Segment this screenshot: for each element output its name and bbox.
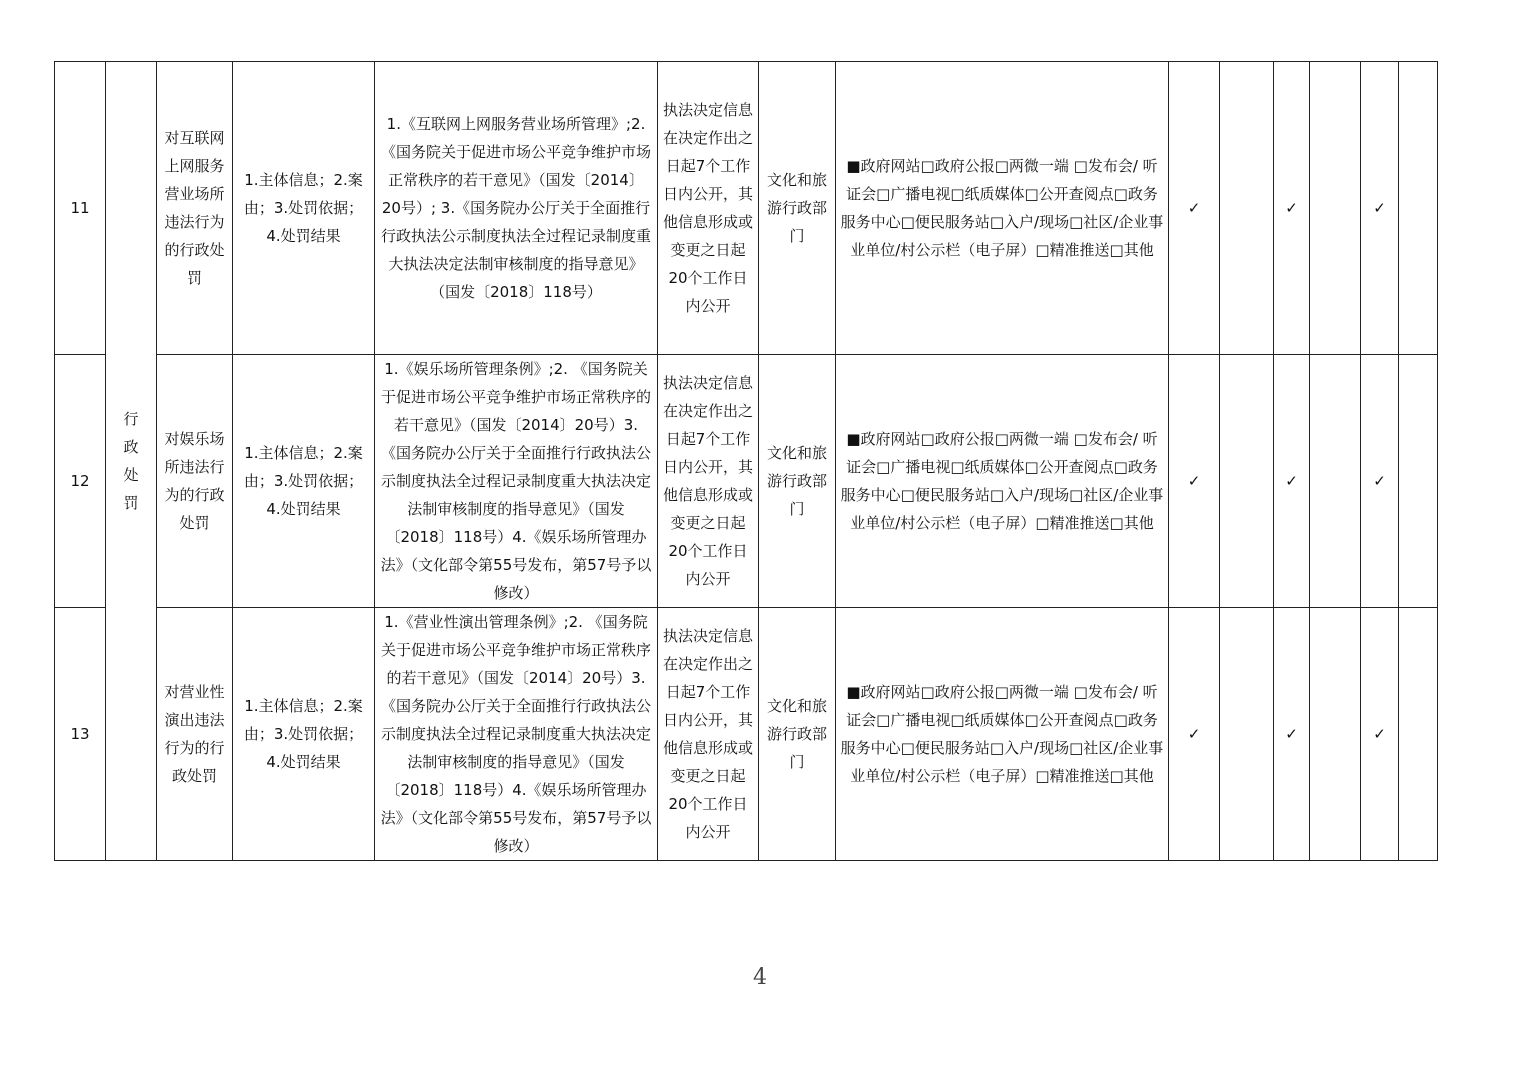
row-number: 12 (55, 355, 106, 608)
disclosure-deadline: 执法决定信息在决定作出之日起7个工作日内公开，其他信息形成或变更之日起20个工作日内公开 (658, 608, 759, 861)
empty-cell (1310, 608, 1361, 861)
responsible-department: 文化和旅游行政部门 (759, 608, 836, 861)
disclosure-content: 1.主体信息；2.案由；3.处罚依据；4.处罚结果 (233, 62, 375, 355)
empty-cell (1399, 355, 1438, 608)
empty-cell (1310, 62, 1361, 355)
disclosure-deadline: 执法决定信息在决定作出之日起7个工作日内公开，其他信息形成或变更之日起20个工作日内公开 (658, 62, 759, 355)
disclosure-channels: ■政府网站□政府公报□两微一端 □发布会/ 听证会□广播电视□纸质媒体□公开查阅点□政务服务中心□便民服务站□入户/现场□社区/企业事业单位/村公示栏（电子屏）□精准推送□其他 (836, 608, 1169, 861)
disclosure-table (54, 61, 1438, 861)
check-mark: ✓ (1361, 608, 1399, 861)
responsible-department: 文化和旅游行政部门 (759, 62, 836, 355)
check-mark: ✓ (1169, 62, 1220, 355)
row-number: 13 (55, 608, 106, 861)
table-row (55, 355, 1438, 608)
responsible-department: 文化和旅游行政部门 (759, 355, 836, 608)
check-mark: ✓ (1274, 62, 1310, 355)
check-mark: ✓ (1361, 62, 1399, 355)
disclosure-content: 1.主体信息；2.案由；3.处罚依据；4.处罚结果 (233, 608, 375, 861)
empty-cell (1399, 62, 1438, 355)
empty-cell (1399, 608, 1438, 861)
table-row (55, 608, 1438, 861)
check-mark: ✓ (1274, 355, 1310, 608)
empty-cell (1310, 355, 1361, 608)
page-number: 4 (753, 965, 767, 990)
table-row (55, 62, 1438, 355)
disclosure-deadline: 执法决定信息在决定作出之日起7个工作日内公开，其他信息形成或变更之日起20个工作日内公开 (658, 355, 759, 608)
empty-cell (1220, 62, 1274, 355)
item-name: 对娱乐场所违法行为的行政处罚 (157, 355, 233, 608)
empty-cell (1220, 608, 1274, 861)
check-mark: ✓ (1274, 608, 1310, 861)
item-name: 对互联网上网服务营业场所违法行为的行政处罚 (157, 62, 233, 355)
item-name: 对营业性演出违法行为的行政处罚 (157, 608, 233, 861)
row-number: 11 (55, 62, 106, 355)
category-label: 行政处罚 (123, 410, 139, 512)
check-mark: ✓ (1169, 608, 1220, 861)
check-mark: ✓ (1361, 355, 1399, 608)
disclosure-channels: ■政府网站□政府公报□两微一端 □发布会/ 听证会□广播电视□纸质媒体□公开查阅点□政务服务中心□便民服务站□入户/现场□社区/企业事业单位/村公示栏（电子屏）□精准推送□其他 (836, 62, 1169, 355)
check-mark: ✓ (1169, 355, 1220, 608)
disclosure-channels: ■政府网站□政府公报□两微一端 □发布会/ 听证会□广播电视□纸质媒体□公开查阅点□政务服务中心□便民服务站□入户/现场□社区/企业事业单位/村公示栏（电子屏）□精准推送□其他 (836, 355, 1169, 608)
legal-basis: 1.《营业性演出管理条例》;2. 《国务院关于促进市场公平竞争维护市场正常秩序的若干意见》（国发〔2014〕20号）3.《国务院办公厅关于全面推行行政执法公示制度执法全过程记录制度重大执法决定法制审核制度的指导意见》（国发〔2018〕118号）4.《娱乐场所管理办法》（文化部令第55号发布，第57号予以修改） (375, 608, 658, 861)
disclosure-content: 1.主体信息；2.案由；3.处罚依据；4.处罚结果 (233, 355, 375, 608)
legal-basis: 1.《互联网上网服务营业场所管理》;2.《国务院关于促进市场公平竞争维护市场正常秩序的若干意见》（国发〔2014〕20号）; 3.《国务院办公厅关于全面推行行政执法公示制度执法全过程记录制度重大执法决定法制审核制度的指导意见》（国发〔2018〕118号） (375, 62, 658, 355)
empty-cell (1220, 355, 1274, 608)
category-cell (106, 62, 157, 861)
legal-basis: 1.《娱乐场所管理条例》;2. 《国务院关于促进市场公平竞争维护市场正常秩序的若干意见》（国发〔2014〕20号）3.《国务院办公厅关于全面推行行政执法公示制度执法全过程记录制度重大执法决定法制审核制度的指导意见》（国发〔2018〕118号）4.《娱乐场所管理办法》（文化部令第55号发布，第57号予以修改） (375, 355, 658, 608)
